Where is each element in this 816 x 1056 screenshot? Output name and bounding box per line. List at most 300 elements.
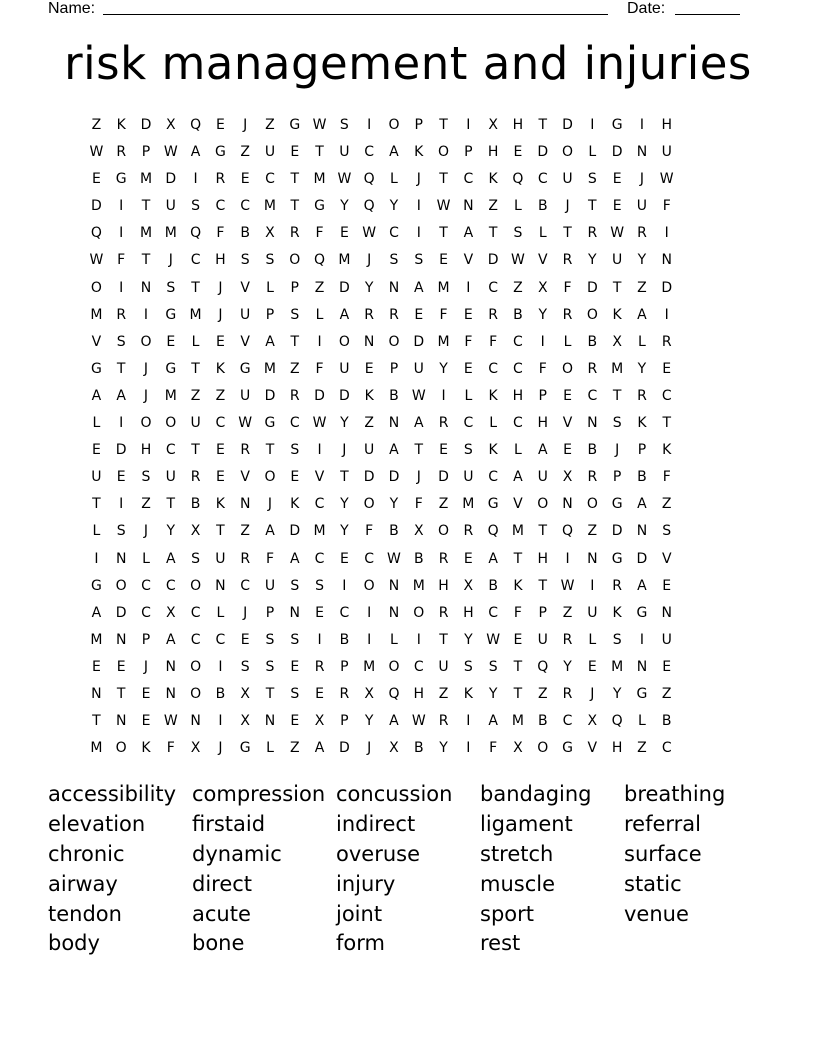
grid-letter[interactable]: O bbox=[562, 144, 574, 161]
grid-letter[interactable]: C bbox=[562, 713, 573, 730]
grid-letter[interactable]: J bbox=[367, 740, 372, 757]
grid-letter[interactable]: R bbox=[339, 685, 350, 702]
grid-letter[interactable]: L bbox=[638, 333, 646, 350]
grid-letter[interactable]: D bbox=[165, 171, 177, 188]
grid-letter[interactable]: O bbox=[586, 306, 598, 323]
grid-letter[interactable]: W bbox=[163, 144, 178, 161]
grid-letter[interactable]: F bbox=[513, 604, 522, 621]
grid-letter[interactable]: E bbox=[141, 713, 151, 730]
grid-letter[interactable]: O bbox=[438, 523, 450, 540]
grid-letter[interactable]: E bbox=[166, 333, 176, 350]
grid-letter[interactable]: J bbox=[143, 523, 149, 540]
grid-letter[interactable]: U bbox=[562, 171, 573, 188]
grid-letter[interactable]: V bbox=[463, 252, 474, 269]
grid-letter[interactable]: M bbox=[164, 225, 177, 242]
grid-letter[interactable]: A bbox=[265, 333, 275, 350]
grid-letter[interactable]: Z bbox=[364, 415, 374, 432]
grid-letter[interactable]: G bbox=[611, 496, 623, 513]
grid-letter[interactable]: S bbox=[290, 306, 300, 323]
grid-letter[interactable]: C bbox=[463, 171, 474, 188]
grid-letter[interactable]: B bbox=[661, 713, 672, 730]
grid-letter[interactable]: L bbox=[514, 198, 522, 215]
grid-letter[interactable]: N bbox=[661, 252, 672, 269]
grid-letter[interactable]: E bbox=[290, 469, 300, 486]
grid-letter[interactable]: E bbox=[290, 713, 300, 730]
grid-letter[interactable]: S bbox=[463, 658, 473, 675]
grid-letter[interactable]: D bbox=[413, 333, 425, 350]
grid-letter[interactable]: F bbox=[563, 279, 572, 296]
grid-letter[interactable]: F bbox=[662, 469, 671, 486]
grid-letter[interactable]: T bbox=[290, 198, 300, 215]
grid-letter[interactable]: H bbox=[487, 144, 499, 161]
grid-letter[interactable]: S bbox=[612, 415, 622, 432]
grid-letter[interactable]: S bbox=[513, 225, 523, 242]
grid-letter[interactable]: I bbox=[416, 631, 421, 648]
grid-letter[interactable]: X bbox=[165, 117, 176, 133]
grid-letter[interactable]: P bbox=[464, 144, 473, 161]
grid-letter[interactable]: R bbox=[661, 333, 672, 350]
grid-letter[interactable]: D bbox=[611, 523, 623, 540]
grid-letter[interactable]: B bbox=[339, 631, 350, 648]
grid-letter[interactable]: W bbox=[238, 415, 253, 432]
grid-letter[interactable]: R bbox=[587, 360, 598, 377]
grid-letter[interactable]: T bbox=[538, 117, 548, 133]
grid-letter[interactable]: S bbox=[265, 631, 275, 648]
grid-letter[interactable]: T bbox=[538, 523, 548, 540]
grid-letter[interactable]: Q bbox=[314, 252, 326, 269]
grid-letter[interactable]: J bbox=[168, 252, 173, 269]
grid-letter[interactable]: X bbox=[488, 117, 498, 133]
grid-letter[interactable]: I bbox=[367, 117, 372, 133]
grid-letter[interactable]: E bbox=[315, 685, 324, 702]
grid-letter[interactable]: A bbox=[488, 713, 498, 730]
grid-letter[interactable]: D bbox=[363, 469, 375, 486]
grid-letter[interactable]: E bbox=[215, 469, 225, 486]
grid-letter[interactable]: X bbox=[612, 333, 622, 350]
grid-letter[interactable]: F bbox=[117, 252, 126, 269]
grid-letter[interactable]: U bbox=[537, 631, 548, 648]
grid-letter[interactable]: I bbox=[590, 577, 595, 594]
grid-letter[interactable]: X bbox=[537, 279, 548, 296]
grid-letter[interactable]: I bbox=[466, 740, 471, 757]
grid-letter[interactable]: H bbox=[537, 550, 548, 567]
grid-letter[interactable]: K bbox=[662, 442, 672, 459]
grid-letter[interactable]: V bbox=[562, 415, 573, 432]
grid-letter[interactable]: G bbox=[239, 740, 251, 757]
grid-letter[interactable]: O bbox=[264, 469, 276, 486]
grid-letter[interactable]: N bbox=[388, 577, 400, 594]
grid-letter[interactable]: I bbox=[193, 171, 198, 188]
grid-letter[interactable]: S bbox=[315, 577, 325, 594]
grid-letter[interactable]: J bbox=[342, 442, 347, 459]
grid-letter[interactable]: S bbox=[116, 333, 126, 350]
grid-letter[interactable]: E bbox=[116, 469, 126, 486]
grid-letter[interactable]: Z bbox=[91, 117, 102, 133]
grid-letter[interactable]: T bbox=[414, 442, 424, 459]
grid-letter[interactable]: S bbox=[265, 252, 275, 269]
grid-letter[interactable]: S bbox=[240, 658, 250, 675]
grid-letter[interactable]: R bbox=[562, 685, 573, 702]
grid-letter[interactable]: A bbox=[413, 415, 424, 432]
grid-letter[interactable]: R bbox=[562, 252, 573, 269]
grid-letter[interactable]: Z bbox=[438, 496, 449, 513]
grid-letter[interactable]: F bbox=[489, 333, 498, 350]
grid-letter[interactable]: B bbox=[488, 577, 498, 594]
grid-letter[interactable]: Q bbox=[562, 523, 574, 540]
grid-letter[interactable]: O bbox=[338, 333, 350, 350]
grid-letter[interactable]: M bbox=[263, 198, 277, 215]
grid-letter[interactable]: G bbox=[214, 144, 226, 161]
grid-letter[interactable]: J bbox=[218, 279, 223, 296]
grid-letter[interactable]: T bbox=[513, 550, 523, 567]
grid-letter[interactable]: E bbox=[339, 225, 349, 242]
grid-letter[interactable]: I bbox=[466, 713, 471, 730]
grid-letter[interactable]: S bbox=[116, 523, 126, 540]
grid-letter[interactable]: W bbox=[511, 252, 525, 269]
grid-letter[interactable]: R bbox=[438, 550, 449, 567]
grid-letter[interactable]: H bbox=[438, 577, 449, 594]
grid-letter[interactable]: Z bbox=[240, 144, 250, 161]
grid-letter[interactable]: C bbox=[339, 604, 350, 621]
grid-letter[interactable]: K bbox=[141, 740, 151, 757]
grid-letter[interactable]: Q bbox=[363, 171, 375, 188]
grid-letter[interactable]: B bbox=[537, 198, 548, 215]
grid-letter[interactable]: I bbox=[416, 198, 421, 215]
grid-letter[interactable]: Y bbox=[588, 252, 597, 269]
grid-letter[interactable]: K bbox=[612, 604, 622, 621]
grid-letter[interactable]: B bbox=[537, 713, 548, 730]
grid-letter[interactable]: E bbox=[364, 360, 374, 377]
grid-letter[interactable]: M bbox=[437, 333, 450, 350]
grid-letter[interactable]: C bbox=[488, 360, 499, 377]
grid-letter[interactable]: J bbox=[615, 442, 620, 459]
grid-letter[interactable]: U bbox=[165, 198, 176, 215]
grid-letter[interactable]: C bbox=[488, 604, 499, 621]
grid-letter[interactable]: T bbox=[513, 685, 523, 702]
grid-letter[interactable]: E bbox=[463, 360, 473, 377]
grid-letter[interactable]: G bbox=[165, 306, 177, 323]
grid-letter[interactable]: K bbox=[116, 117, 126, 133]
grid-letter[interactable]: J bbox=[143, 387, 149, 404]
grid-letter[interactable]: G bbox=[611, 550, 623, 567]
grid-letter[interactable]: N bbox=[661, 604, 672, 621]
grid-letter[interactable]: I bbox=[466, 279, 471, 296]
grid-letter[interactable]: P bbox=[414, 117, 423, 133]
grid-letter[interactable]: O bbox=[140, 415, 152, 432]
grid-letter[interactable]: Y bbox=[340, 496, 349, 513]
grid-letter[interactable]: B bbox=[587, 333, 598, 350]
grid-letter[interactable]: H bbox=[537, 415, 548, 432]
grid-letter[interactable]: M bbox=[90, 740, 103, 757]
grid-letter[interactable]: H bbox=[413, 685, 425, 702]
grid-letter[interactable]: U bbox=[438, 658, 449, 675]
grid-letter[interactable]: Q bbox=[512, 171, 524, 188]
grid-letter[interactable]: M bbox=[611, 360, 624, 377]
grid-letter[interactable]: E bbox=[240, 171, 250, 188]
grid-letter[interactable]: M bbox=[313, 523, 326, 540]
grid-letter[interactable]: O bbox=[388, 658, 400, 675]
grid-letter[interactable]: K bbox=[612, 306, 622, 323]
grid-letter[interactable]: C bbox=[190, 631, 201, 648]
grid-letter[interactable]: N bbox=[388, 279, 400, 296]
grid-letter[interactable]: E bbox=[91, 442, 101, 459]
grid-letter[interactable]: S bbox=[191, 198, 201, 215]
grid-letter[interactable]: H bbox=[512, 387, 524, 404]
grid-letter[interactable]: T bbox=[439, 171, 448, 188]
grid-letter[interactable]: W bbox=[436, 198, 451, 215]
grid-letter[interactable]: U bbox=[339, 360, 350, 377]
grid-letter[interactable]: U bbox=[165, 469, 176, 486]
grid-letter[interactable]: P bbox=[290, 279, 299, 296]
grid-letter[interactable]: Z bbox=[289, 740, 300, 757]
grid-letter[interactable]: E bbox=[662, 577, 672, 594]
grid-letter[interactable]: Z bbox=[637, 740, 647, 757]
grid-letter[interactable]: B bbox=[587, 442, 598, 459]
grid-letter[interactable]: J bbox=[243, 117, 248, 133]
grid-letter[interactable]: I bbox=[317, 442, 322, 459]
grid-letter[interactable]: A bbox=[190, 144, 201, 161]
grid-letter[interactable]: R bbox=[289, 225, 300, 242]
grid-letter[interactable]: C bbox=[215, 198, 226, 215]
grid-letter[interactable]: J bbox=[416, 171, 421, 188]
grid-letter[interactable]: F bbox=[315, 225, 324, 242]
grid-letter[interactable]: L bbox=[489, 415, 498, 432]
grid-letter[interactable]: H bbox=[611, 740, 623, 757]
grid-letter[interactable]: S bbox=[290, 577, 300, 594]
grid-letter[interactable]: D bbox=[338, 740, 350, 757]
grid-letter[interactable]: I bbox=[664, 306, 669, 323]
grid-letter[interactable]: L bbox=[216, 604, 225, 621]
grid-letter[interactable]: D bbox=[338, 387, 350, 404]
grid-letter[interactable]: D bbox=[636, 550, 648, 567]
grid-letter[interactable]: T bbox=[290, 333, 300, 350]
grid-letter[interactable]: D bbox=[140, 117, 152, 133]
grid-letter[interactable]: Z bbox=[438, 685, 449, 702]
grid-letter[interactable]: R bbox=[389, 306, 399, 323]
grid-letter[interactable]: C bbox=[661, 740, 672, 757]
grid-letter[interactable]: P bbox=[612, 469, 622, 486]
grid-letter[interactable]: Q bbox=[90, 225, 102, 242]
grid-letter[interactable]: R bbox=[289, 387, 300, 404]
grid-letter[interactable]: E bbox=[91, 658, 101, 675]
grid-letter[interactable]: J bbox=[267, 496, 273, 513]
grid-letter[interactable]: D bbox=[115, 442, 127, 459]
grid-letter[interactable]: Z bbox=[661, 496, 672, 513]
grid-letter[interactable]: A bbox=[637, 577, 647, 594]
grid-letter[interactable]: H bbox=[661, 117, 672, 133]
grid-letter[interactable]: T bbox=[439, 225, 448, 242]
grid-letter[interactable]: T bbox=[340, 469, 349, 486]
grid-letter[interactable]: O bbox=[537, 740, 549, 757]
grid-letter[interactable]: Z bbox=[513, 279, 523, 296]
grid-letter[interactable]: L bbox=[563, 333, 572, 350]
grid-letter[interactable]: K bbox=[364, 387, 374, 404]
grid-letter[interactable]: X bbox=[314, 713, 325, 730]
grid-letter[interactable]: L bbox=[390, 171, 398, 188]
grid-letter[interactable]: F bbox=[464, 333, 473, 350]
grid-letter[interactable]: S bbox=[339, 117, 349, 133]
grid-letter[interactable]: U bbox=[612, 252, 623, 269]
grid-letter[interactable]: D bbox=[115, 604, 127, 621]
grid-letter[interactable]: D bbox=[537, 144, 549, 161]
grid-letter[interactable]: L bbox=[514, 442, 522, 459]
grid-letter[interactable]: T bbox=[439, 631, 448, 648]
grid-letter[interactable]: M bbox=[90, 631, 103, 648]
grid-letter[interactable]: A bbox=[166, 550, 176, 567]
grid-letter[interactable]: I bbox=[119, 496, 124, 513]
grid-letter[interactable]: S bbox=[290, 631, 300, 648]
grid-letter[interactable]: E bbox=[439, 442, 448, 459]
grid-letter[interactable]: T bbox=[439, 117, 448, 133]
grid-letter[interactable]: W bbox=[387, 550, 401, 567]
grid-letter[interactable]: C bbox=[488, 279, 499, 296]
grid-letter[interactable]: Y bbox=[389, 198, 399, 215]
grid-letter[interactable]: L bbox=[588, 144, 597, 161]
grid-letter[interactable]: G bbox=[289, 117, 301, 133]
grid-letter[interactable]: O bbox=[363, 496, 375, 513]
grid-letter[interactable]: E bbox=[414, 306, 424, 323]
grid-letter[interactable]: C bbox=[190, 604, 201, 621]
grid-letter[interactable]: E bbox=[463, 550, 473, 567]
grid-letter[interactable]: A bbox=[637, 306, 647, 323]
grid-letter[interactable]: W bbox=[560, 577, 575, 594]
grid-letter[interactable]: W bbox=[89, 252, 104, 269]
grid-letter[interactable]: J bbox=[565, 198, 570, 215]
grid-letter[interactable]: M bbox=[139, 171, 153, 188]
grid-letter[interactable]: F bbox=[315, 360, 324, 377]
grid-letter[interactable]: D bbox=[388, 469, 400, 486]
grid-letter[interactable]: S bbox=[166, 279, 176, 296]
grid-letter[interactable]: F bbox=[662, 198, 671, 215]
grid-letter[interactable]: S bbox=[191, 550, 201, 567]
grid-letter[interactable]: N bbox=[587, 550, 598, 567]
grid-letter[interactable]: E bbox=[339, 550, 349, 567]
grid-letter[interactable]: X bbox=[389, 740, 399, 757]
grid-letter[interactable]: U bbox=[215, 550, 226, 567]
grid-letter[interactable]: Z bbox=[488, 198, 498, 215]
grid-letter[interactable]: P bbox=[141, 144, 151, 161]
grid-letter[interactable]: N bbox=[587, 415, 598, 432]
grid-letter[interactable]: C bbox=[314, 550, 325, 567]
grid-letter[interactable]: T bbox=[116, 360, 126, 377]
grid-letter[interactable]: L bbox=[390, 631, 398, 648]
grid-letter[interactable]: N bbox=[115, 713, 127, 730]
grid-letter[interactable]: L bbox=[142, 550, 150, 567]
grid-letter[interactable]: P bbox=[141, 631, 151, 648]
grid-letter[interactable]: V bbox=[314, 469, 325, 486]
grid-letter[interactable]: I bbox=[367, 604, 372, 621]
grid-letter[interactable]: D bbox=[264, 387, 276, 404]
grid-letter[interactable]: D bbox=[314, 387, 325, 404]
grid-letter[interactable]: V bbox=[661, 550, 672, 567]
grid-letter[interactable]: Y bbox=[439, 360, 448, 377]
grid-letter[interactable]: T bbox=[662, 415, 671, 432]
grid-letter[interactable]: Z bbox=[537, 685, 548, 702]
grid-letter[interactable]: K bbox=[463, 685, 473, 702]
grid-letter[interactable]: U bbox=[264, 144, 276, 161]
grid-letter[interactable]: M bbox=[511, 523, 524, 540]
grid-letter[interactable]: G bbox=[562, 740, 573, 757]
grid-letter[interactable]: G bbox=[115, 171, 127, 188]
grid-letter[interactable]: Y bbox=[488, 685, 498, 702]
grid-letter[interactable]: T bbox=[290, 171, 300, 188]
grid-letter[interactable]: Z bbox=[190, 387, 201, 404]
grid-letter[interactable]: R bbox=[190, 469, 201, 486]
grid-letter[interactable]: U bbox=[190, 415, 201, 432]
grid-letter[interactable]: N bbox=[115, 631, 127, 648]
grid-letter[interactable]: A bbox=[116, 387, 126, 404]
grid-letter[interactable]: T bbox=[92, 496, 101, 513]
grid-letter[interactable]: D bbox=[586, 279, 598, 296]
grid-letter[interactable]: T bbox=[141, 252, 151, 269]
grid-letter[interactable]: X bbox=[190, 523, 201, 540]
grid-letter[interactable]: S bbox=[290, 442, 300, 459]
grid-letter[interactable]: Y bbox=[389, 496, 399, 513]
grid-letter[interactable]: I bbox=[342, 577, 347, 594]
grid-letter[interactable]: R bbox=[116, 306, 127, 323]
grid-letter[interactable]: A bbox=[166, 631, 176, 648]
grid-letter[interactable]: E bbox=[315, 604, 324, 621]
grid-letter[interactable]: T bbox=[588, 198, 597, 215]
grid-letter[interactable]: I bbox=[416, 225, 421, 242]
grid-letter[interactable]: O bbox=[190, 685, 202, 702]
grid-letter[interactable]: O bbox=[363, 577, 375, 594]
grid-letter[interactable]: K bbox=[215, 496, 225, 513]
grid-letter[interactable]: C bbox=[165, 442, 176, 459]
grid-letter[interactable]: P bbox=[340, 713, 349, 730]
grid-letter[interactable]: X bbox=[190, 740, 201, 757]
grid-letter[interactable]: U bbox=[339, 144, 350, 161]
grid-letter[interactable]: S bbox=[389, 252, 399, 269]
grid-letter[interactable]: I bbox=[94, 550, 99, 567]
grid-letter[interactable]: X bbox=[364, 685, 374, 702]
grid-letter[interactable]: W bbox=[411, 713, 426, 730]
grid-letter[interactable]: C bbox=[587, 387, 598, 404]
grid-letter[interactable]: I bbox=[218, 713, 223, 730]
grid-letter[interactable]: C bbox=[141, 577, 151, 594]
grid-letter[interactable]: E bbox=[513, 631, 523, 648]
grid-letter[interactable]: X bbox=[562, 469, 573, 486]
grid-letter[interactable]: I bbox=[143, 306, 149, 323]
grid-letter[interactable]: T bbox=[92, 713, 101, 730]
grid-letter[interactable]: I bbox=[466, 117, 471, 133]
grid-letter[interactable]: V bbox=[240, 279, 250, 296]
grid-letter[interactable]: B bbox=[215, 685, 226, 702]
grid-letter[interactable]: K bbox=[290, 496, 300, 513]
grid-letter[interactable]: S bbox=[612, 631, 622, 648]
grid-letter[interactable]: H bbox=[140, 442, 152, 459]
grid-letter[interactable]: K bbox=[513, 577, 523, 594]
grid-letter[interactable]: A bbox=[389, 713, 399, 730]
grid-letter[interactable]: K bbox=[414, 144, 424, 161]
grid-letter[interactable]: B bbox=[637, 469, 647, 486]
grid-letter[interactable]: Z bbox=[289, 360, 300, 377]
grid-letter[interactable]: O bbox=[562, 360, 574, 377]
grid-letter[interactable]: S bbox=[240, 252, 250, 269]
grid-letter[interactable]: O bbox=[190, 658, 202, 675]
grid-letter[interactable]: E bbox=[215, 117, 225, 133]
grid-letter[interactable]: I bbox=[119, 279, 124, 296]
grid-letter[interactable]: F bbox=[166, 740, 175, 757]
grid-letter[interactable]: Z bbox=[661, 685, 672, 702]
grid-letter[interactable]: D bbox=[438, 469, 449, 486]
grid-letter[interactable]: A bbox=[488, 550, 498, 567]
grid-letter[interactable]: H bbox=[463, 604, 474, 621]
grid-letter[interactable]: M bbox=[338, 252, 351, 269]
grid-letter[interactable]: A bbox=[463, 225, 474, 242]
grid-letter[interactable]: N bbox=[165, 658, 177, 675]
grid-letter[interactable]: N bbox=[636, 523, 648, 540]
